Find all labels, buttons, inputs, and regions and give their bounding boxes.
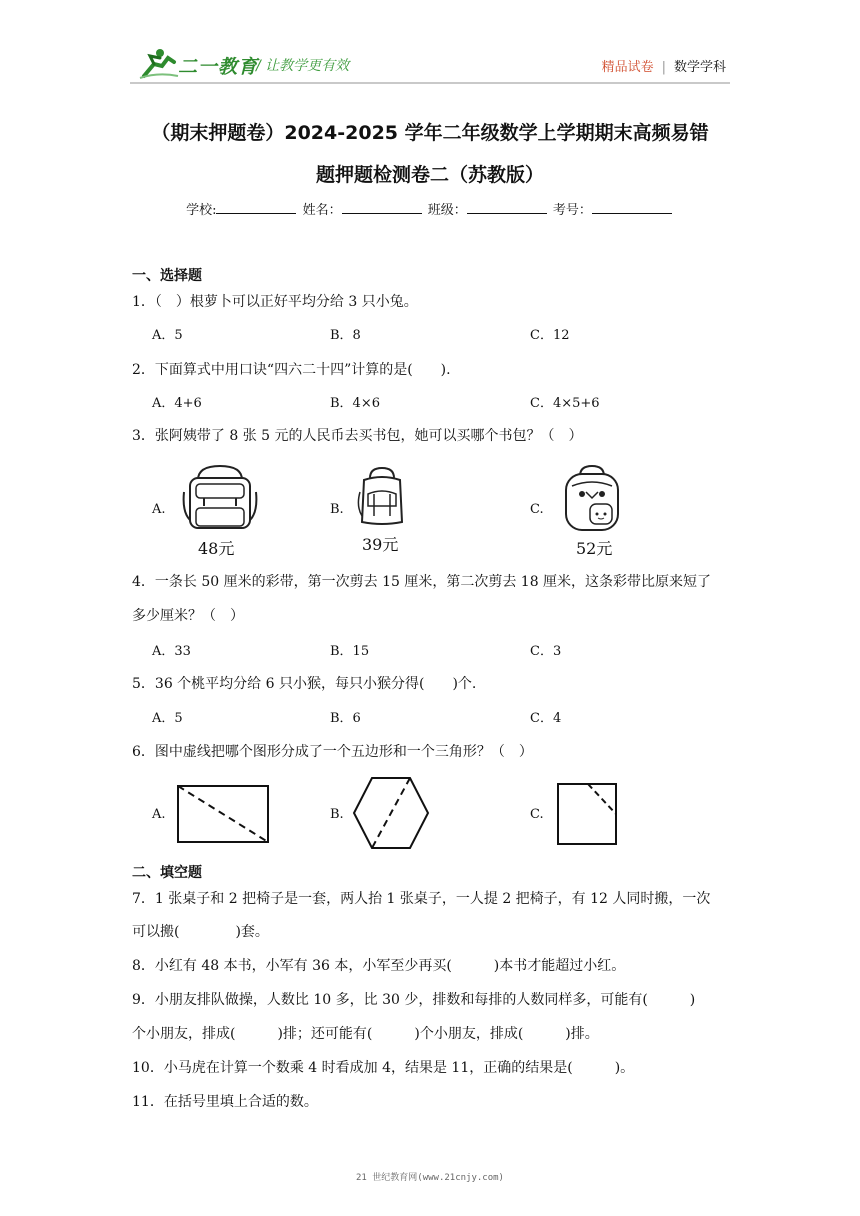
page-footer: 21 世纪教育网(www.21cnjy.com) <box>356 1173 504 1183</box>
q6-option-c: C. <box>530 807 544 822</box>
q1-option-b: B．8 <box>330 328 361 343</box>
question-7-line1: 7．1 张桌子和 2 把椅子是一套，两人抬 1 张桌子，一人提 2 把椅子，有 12 人同时搬，一次 <box>132 891 711 907</box>
number-label: 考号： <box>552 203 592 218</box>
backpack-c-image <box>560 464 624 534</box>
header-tags <box>602 56 726 75</box>
section-fill: 二、填空题 <box>132 865 202 881</box>
class-label: 班级： <box>427 203 467 218</box>
q3-price-c: 52元 <box>576 539 613 558</box>
q2-option-b: B．4×6 <box>330 396 380 411</box>
section-choice: 一、选择题 <box>132 268 202 284</box>
tag-quality: 精品试卷 <box>601 60 654 75</box>
question-10: 10．小马虎在计算一个数乘 4 时看成加 4，结果是 11，正确的结果是( )。 <box>132 1060 635 1076</box>
q2-option-c: C．4×5+6 <box>530 396 600 411</box>
logo-icon <box>138 46 180 80</box>
q5-option-a: A．5 <box>152 711 183 726</box>
q2-option-a: A．4+6 <box>152 396 202 411</box>
question-11: 11．在括号里填上合适的数。 <box>132 1094 318 1110</box>
slogan: / 让教学更有效 <box>256 58 350 74</box>
backpack-a-image <box>180 462 260 532</box>
question-9-line1: 9．小朋友排队做操，人数比 10 多，比 30 少，排数和每排的人数同样多，可能有( ) <box>132 992 696 1008</box>
brand-name: 二一教育 <box>178 56 259 78</box>
q4-option-c: C．3 <box>530 644 562 659</box>
shape-c-square <box>556 782 618 846</box>
question-1: 1．（ ）根萝卜可以正好平均分给 3 只小兔。 <box>132 294 418 310</box>
name-label: 姓名： <box>302 203 342 218</box>
shape-b-hexagon <box>352 776 430 850</box>
q3-price-a: 48元 <box>198 539 235 558</box>
q3-option-a: A. <box>152 502 166 517</box>
q6-option-a: A. <box>152 807 166 822</box>
tag-separator: | <box>661 60 666 75</box>
question-4-line2: 多少厘米？（ ） <box>132 608 244 624</box>
question-8: 8．小红有 48 本书，小军有 36 本，小军至少再买( )本书才能超过小红。 <box>132 958 626 974</box>
q4-option-b: B．15 <box>330 644 370 659</box>
question-4-line1: 4．一条长 50 厘米的彩带，第一次剪去 15 厘米，第二次剪去 18 厘米，这条彩带比原来短了 <box>132 574 712 590</box>
question-3: 3．张阿姨带了 8 张 5 元的人民币去买书包，她可以买哪个书包？（ ） <box>132 428 583 444</box>
q1-option-a: A．5 <box>152 328 183 343</box>
question-7-line2: 可以搬( )套。 <box>132 924 269 940</box>
class-blank <box>467 201 547 214</box>
shape-a-rectangle <box>176 784 270 844</box>
q6-option-b: B. <box>330 807 344 822</box>
backpack-b-image <box>356 466 408 528</box>
question-5: 5．36 个桃平均分给 6 只小猴，每只小猴分得( )个. <box>132 676 477 692</box>
q5-option-c: C．4 <box>530 711 562 726</box>
q5-option-b: B．6 <box>330 711 361 726</box>
q1-option-c: C．12 <box>530 328 570 343</box>
question-9-line2: 个小朋友，排成( )排；还可能有( )个小朋友，排成( )排。 <box>132 1026 599 1042</box>
tag-subject: 数学学科 <box>673 60 726 75</box>
question-6: 6．图中虚线把哪个图形分成了一个五边形和一个三角形？（ ） <box>132 744 533 760</box>
school-label: 学校: <box>186 203 217 218</box>
page-title-line2: 题押题检测卷二（苏教版） <box>315 164 544 186</box>
q3-option-c: C. <box>530 502 544 517</box>
header-divider <box>130 82 730 84</box>
q3-option-b: B. <box>330 502 344 517</box>
question-2: 2．下面算式中用口诀“四六二十四”计算的是( ). <box>132 362 451 378</box>
page-title-line1: （期末押题卷）2024-2025 学年二年级数学上学期期末高频易错 <box>151 122 709 144</box>
student-info <box>0 199 860 218</box>
number-blank <box>592 201 672 214</box>
q3-price-b: 39元 <box>362 535 399 554</box>
school-blank <box>216 201 296 214</box>
name-blank <box>342 201 422 214</box>
q4-option-a: A．33 <box>152 644 191 659</box>
